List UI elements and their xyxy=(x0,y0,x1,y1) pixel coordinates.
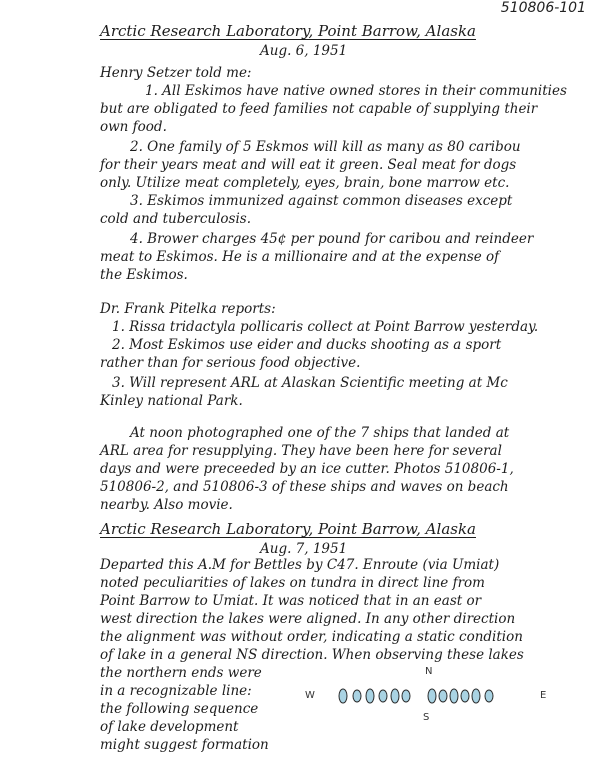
note-line: days and were preceeded by an ice cutter. Photos 510806-1, xyxy=(100,461,514,477)
note-line: for their years meat and will eat it green. Seal meat for dogs xyxy=(100,157,517,173)
note-line: cold and tuberculosis. xyxy=(100,211,251,227)
compass-south: S xyxy=(423,712,430,723)
lake-shape xyxy=(391,689,399,703)
lake-shape xyxy=(485,690,493,702)
entry-intro: Dr. Frank Pitelka reports: xyxy=(100,301,276,317)
note-line: but are obligated to feed families not capable of supplying their xyxy=(100,101,538,117)
compass-west: W xyxy=(305,690,315,701)
note-line: 4. Brower charges 45¢ per pound for caribou and reindeer xyxy=(130,231,534,247)
entry-heading: Arctic Research Laboratory, Point Barrow, Alaska xyxy=(100,22,476,40)
note-line: 1. Rissa tridactyla pollicaris collect at Point Barrow yesterday. xyxy=(112,319,539,335)
lake-shape xyxy=(439,690,447,702)
note-line: nearby. Also movie. xyxy=(100,497,233,513)
document-id: 510806-101 xyxy=(500,0,586,16)
lake-shape xyxy=(402,690,410,702)
note-line: only. Utilize meat completely, eyes, brain, bone marrow etc. xyxy=(100,175,510,191)
note-line: of lake development xyxy=(100,719,239,735)
note-line: meat to Eskimos. He is a millionaire and at the expense of xyxy=(100,249,500,265)
note-line: might suggest formation xyxy=(100,737,269,753)
note-line: in a recognizable line: xyxy=(100,683,252,699)
note-line: 510806-2, and 510806-3 of these ships and waves on beach xyxy=(100,479,509,495)
lake-shape xyxy=(353,690,361,702)
entry-date: Aug. 7, 1951 xyxy=(260,541,348,557)
lake-shape xyxy=(379,690,387,702)
note-line: noted peculiarities of lakes on tundra in direct line from xyxy=(100,575,485,591)
compass-north: N xyxy=(425,666,433,677)
note-line: Point Barrow to Umiat. It was noticed that in an east or xyxy=(100,593,482,609)
note-line: 2. One family of 5 Eskmos will kill as many as 80 caribou xyxy=(130,139,521,155)
lake-shape xyxy=(339,689,347,703)
entry-date: Aug. 6, 1951 xyxy=(260,43,348,59)
entry-intro: Henry Setzer told me: xyxy=(100,65,252,81)
lake-shape xyxy=(472,689,480,703)
note-line: own food. xyxy=(100,119,167,135)
note-line: 3. Eskimos immunized against common diseases except xyxy=(130,193,513,209)
note-line: 3. Will represent ARL at Alaskan Scientific meeting at Mc xyxy=(112,375,508,391)
note-line: 1. All Eskimos have native owned stores in their communities xyxy=(145,83,567,99)
note-line: ARL area for resupplying. They have been here for several xyxy=(100,443,502,459)
note-line: Departed this A.M for Bettles by C47. Enroute (via Umiat) xyxy=(100,557,500,573)
compass-east: E xyxy=(540,690,547,701)
note-line: At noon photographed one of the 7 ships that landed at xyxy=(130,425,510,441)
note-line: the Eskimos. xyxy=(100,267,188,283)
note-line: the following sequence xyxy=(100,701,259,717)
entry-heading: Arctic Research Laboratory, Point Barrow, Alaska xyxy=(100,520,476,538)
lake-shape xyxy=(461,690,469,702)
lake-shape xyxy=(366,689,374,703)
lake-shape xyxy=(428,689,436,703)
note-line: west direction the lakes were aligned. In any other direction xyxy=(100,611,516,627)
lake-shape xyxy=(450,689,458,703)
note-line: the alignment was without order, indicating a static condition xyxy=(100,629,523,645)
note-line: rather than for serious food objective. xyxy=(100,355,361,371)
note-line: the northern ends were xyxy=(100,665,262,681)
note-line: Kinley national Park. xyxy=(100,393,243,409)
note-line: of lake in a general NS direction. When observing these lakes xyxy=(100,647,524,663)
note-line: 2. Most Eskimos use eider and ducks shooting as a sport xyxy=(112,337,502,353)
